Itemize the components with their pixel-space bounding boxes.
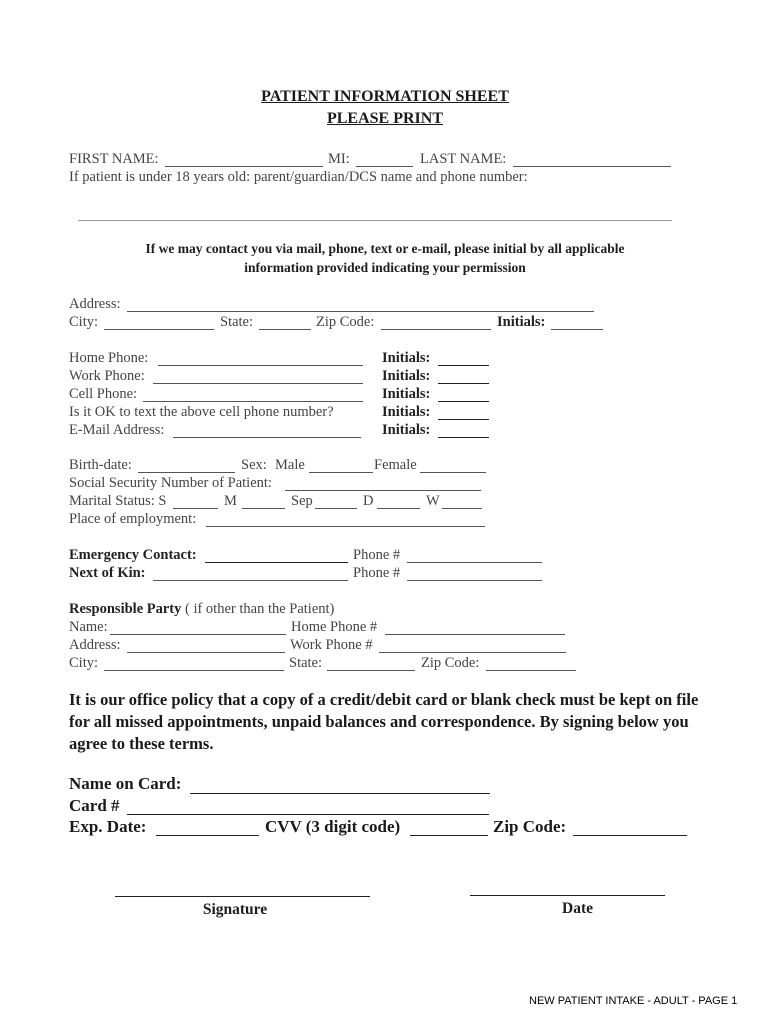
next-of-kin-phone-field[interactable] [407, 580, 542, 581]
address-field[interactable] [127, 311, 594, 312]
marital-sep-label: Sep [291, 493, 313, 509]
responsible-zip-field[interactable] [486, 670, 576, 671]
employment-field[interactable] [206, 526, 485, 527]
page-subtitle: PLEASE PRINT [326, 110, 444, 127]
responsible-city-label: City: [69, 655, 99, 671]
state-field[interactable] [259, 329, 311, 330]
zip-label: Zip Code: [316, 314, 375, 330]
cell-phone-field[interactable] [143, 401, 363, 402]
card-number-label: Card # [69, 796, 120, 815]
marital-status-label: Marital Status: S [69, 493, 167, 509]
employment-label: Place of employment: [69, 511, 197, 527]
card-number-field[interactable] [127, 814, 489, 815]
emergency-contact-label: Emergency Contact: [69, 547, 197, 563]
cell-phone-label: Cell Phone: [69, 386, 138, 402]
responsible-name-field[interactable] [110, 634, 286, 635]
name-on-card-field[interactable] [190, 793, 490, 794]
address-label: Address: [69, 296, 121, 312]
responsible-address-label: Address: [69, 637, 121, 653]
birthdate-label: Birth-date: [69, 457, 132, 473]
mi-label: MI: [328, 151, 350, 167]
signature-field[interactable] [115, 896, 370, 897]
emergency-phone-field[interactable] [407, 562, 542, 563]
work-phone-label: Work Phone: [69, 368, 145, 384]
emergency-phone-label: Phone # [353, 547, 401, 563]
home-phone-label: Home Phone: [69, 350, 149, 366]
sex-male-field[interactable] [309, 472, 373, 473]
email-initials-label: Initials: [382, 422, 431, 438]
marital-single-field[interactable] [173, 508, 218, 509]
guardian-field[interactable] [78, 220, 672, 221]
email-initials-field[interactable] [438, 437, 489, 438]
responsible-party-heading-note: ( if other than the Patient) [181, 601, 335, 617]
cvv-label: CVV (3 digit code) [265, 817, 401, 836]
page-footer: NEW PATIENT INTAKE - ADULT - PAGE 1 [529, 995, 738, 1007]
emergency-contact-field[interactable] [205, 562, 348, 563]
sex-female-label: Female [374, 457, 417, 473]
mi-field[interactable] [356, 166, 413, 167]
home-phone-initials-field[interactable] [438, 365, 489, 366]
work-phone-initials-field[interactable] [438, 383, 489, 384]
card-zip-field[interactable] [573, 835, 687, 836]
name-on-card-label: Name on Card: [69, 774, 182, 793]
marital-d-label: D [363, 493, 374, 509]
card-zip-label: Zip Code: [493, 817, 567, 836]
home-phone-initials-label: Initials: [382, 350, 431, 366]
first-name-label: FIRST NAME: [69, 151, 159, 167]
birthdate-field[interactable] [138, 472, 235, 473]
address-initials-label: Initials: [497, 314, 546, 330]
work-phone-initials-label: Initials: [382, 368, 431, 384]
sex-female-field[interactable] [420, 472, 486, 473]
marital-divorced-field[interactable] [377, 508, 420, 509]
responsible-party-heading [69, 601, 334, 618]
page-title: PATIENT INFORMATION SHEET [261, 88, 509, 105]
email-label: E-Mail Address: [69, 422, 165, 438]
cell-phone-initials-label: Initials: [382, 386, 431, 402]
last-name-label: LAST NAME: [420, 151, 507, 167]
last-name-field[interactable] [513, 166, 671, 167]
text-ok-label: Is it OK to text the above cell phone number? [69, 404, 334, 420]
minor-guardian-label: If patient is under 18 years old: parent/guardian/DCS name and phone number: [69, 169, 528, 185]
responsible-state-label: State: [289, 655, 323, 671]
text-ok-initials-field[interactable] [438, 419, 489, 420]
marital-sep-field[interactable] [315, 508, 357, 509]
first-name-field[interactable] [165, 166, 323, 167]
signature-label: Signature [202, 901, 268, 918]
zip-field[interactable] [381, 329, 491, 330]
sex-label: Sex: [241, 457, 267, 473]
text-ok-initials-label: Initials: [382, 404, 431, 420]
ssn-label: Social Security Number of Patient: [69, 475, 272, 491]
responsible-work-phone-field[interactable] [379, 652, 566, 653]
city-label: City: [69, 314, 99, 330]
cell-phone-initials-field[interactable] [438, 401, 489, 402]
card-policy-statement: It is our office policy that a copy of a credit/debit card or blank check must be kept on file for all missed appointments, unpaid balances and correspondence. By signing below you agree to these terms. [69, 690, 699, 753]
responsible-name-label: Name: [69, 619, 108, 635]
work-phone-field[interactable] [153, 383, 363, 384]
address-initials-field[interactable] [551, 329, 603, 330]
city-field[interactable] [104, 329, 214, 330]
responsible-address-field[interactable] [127, 652, 285, 653]
responsible-work-phone-label: Work Phone # [290, 637, 373, 653]
responsible-home-phone-field[interactable] [385, 634, 565, 635]
responsible-state-field[interactable] [327, 670, 415, 671]
email-field[interactable] [173, 437, 361, 438]
marital-m-label: M [224, 493, 237, 509]
next-of-kin-label: Next of Kin: [69, 565, 146, 581]
exp-date-label: Exp. Date: [69, 817, 147, 836]
responsible-party-heading-bold: Responsible Party [69, 601, 182, 617]
date-field[interactable] [470, 895, 665, 896]
state-label: State: [220, 314, 254, 330]
responsible-city-field[interactable] [104, 670, 284, 671]
next-of-kin-field[interactable] [153, 580, 348, 581]
marital-married-field[interactable] [242, 508, 285, 509]
next-of-kin-phone-label: Phone # [353, 565, 401, 581]
responsible-home-phone-label: Home Phone # [291, 619, 378, 635]
ssn-field[interactable] [285, 490, 481, 491]
date-label: Date [562, 900, 593, 917]
home-phone-field[interactable] [158, 365, 363, 366]
responsible-zip-label: Zip Code: [421, 655, 480, 671]
sex-male-label: Male [275, 457, 305, 473]
cvv-field[interactable] [410, 835, 488, 836]
marital-widowed-field[interactable] [442, 508, 482, 509]
contact-notice-line2: information provided indicating your permission [244, 260, 526, 275]
marital-w-label: W [426, 493, 440, 509]
contact-notice-line1: If we may contact you via mail, phone, text or e-mail, please initial by all applicable [145, 241, 625, 256]
exp-date-field[interactable] [156, 835, 259, 836]
